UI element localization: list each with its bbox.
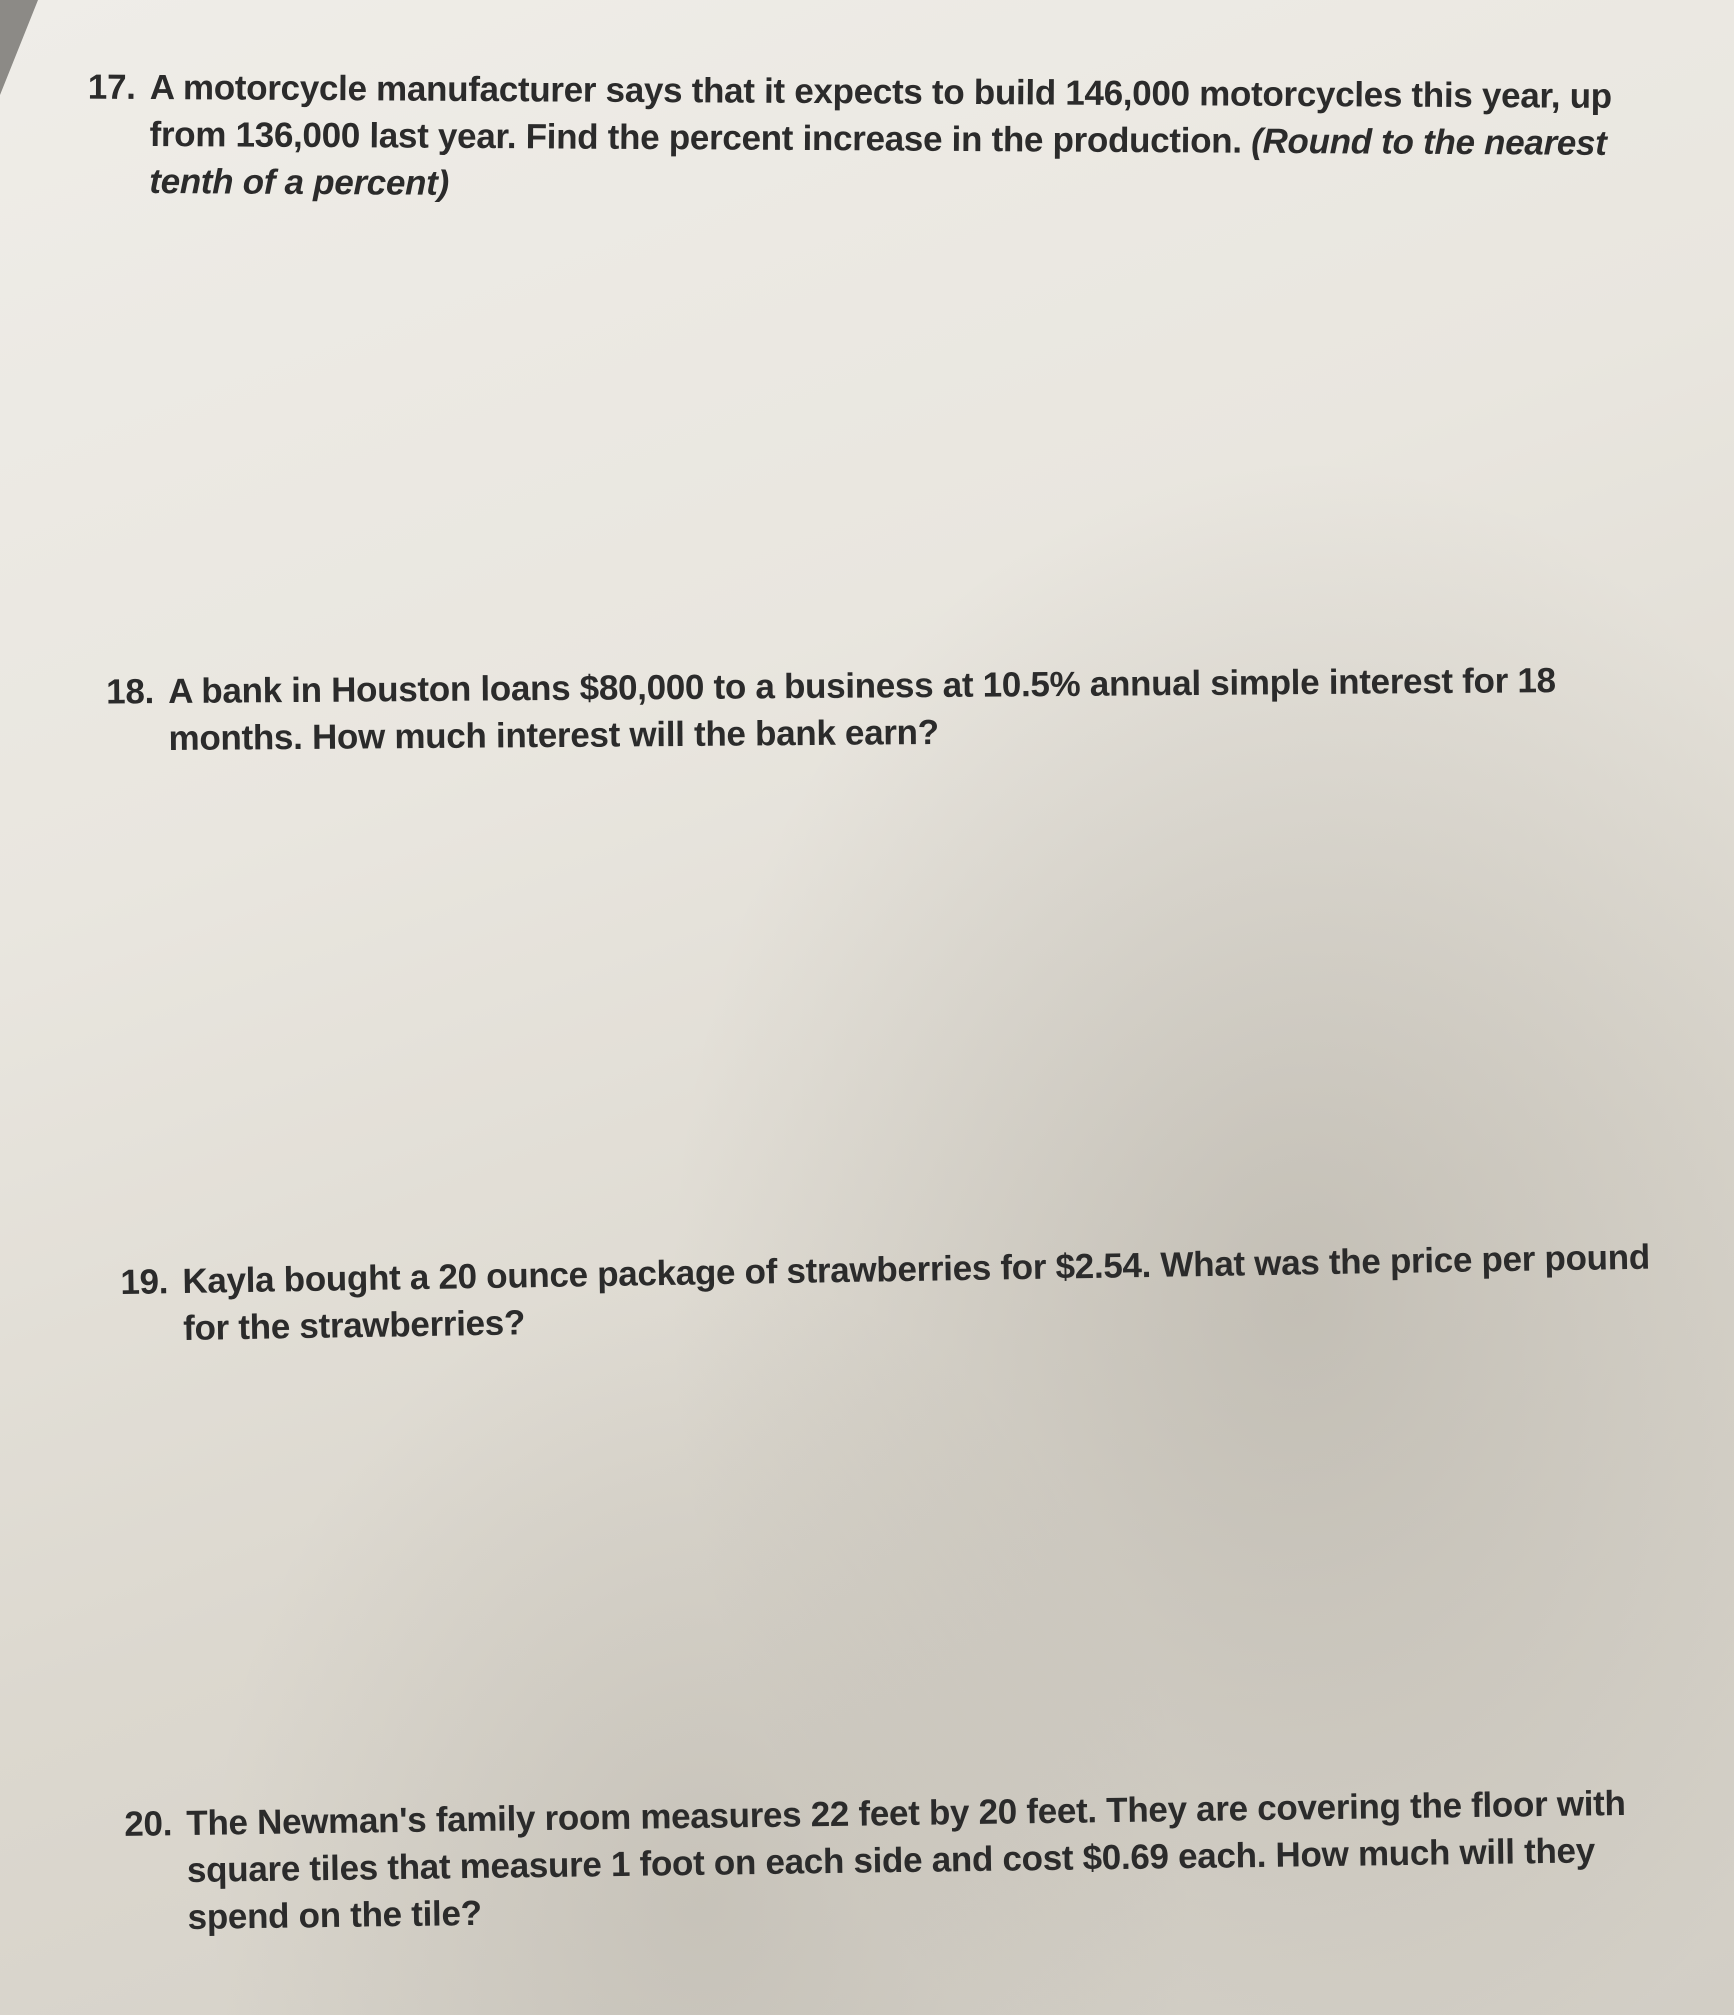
question-number: 19. [120,1262,169,1303]
question-number: 20. [124,1804,173,1844]
question-18 [106,657,1556,762]
question-text-line: spend on the tile? [187,1893,482,1937]
background-corner [0,0,38,95]
question-text: from 136,000 last year. Find the percent increase in the production. [149,114,1242,161]
question-text-line: A bank in Houston loans $80,000 to a business at 10.5% annual simple interest for 18 [168,661,1556,711]
question-text-line: square tiles that measure 1 foot on each side and cost $0.69 each. How much will they [186,1831,1596,1890]
question-17 [87,64,1612,214]
rounding-note: tenth of a percent) [149,161,449,203]
question-number: 18. [106,672,155,712]
rounding-note: (Round to the nearest [1251,121,1607,163]
question-text-line: Kayla bought a 20 ounce package of strawberries for $2.54. What was the price per pound [182,1237,1651,1301]
question-text-line: for the strawberries? [182,1303,526,1348]
question-number: 17. [87,67,136,107]
question-text-line: A motorcycle manufacturer says that it expects to build 146,000 motorcycles this year, up [149,67,1612,116]
question-19 [120,1234,1651,1352]
question-20 [124,1780,1627,1941]
question-text-line: months. How much interest will the bank earn? [168,712,939,758]
question-text-line: The Newman's family room measures 22 feet by 20 feet. They are covering the floor with [186,1783,1626,1843]
